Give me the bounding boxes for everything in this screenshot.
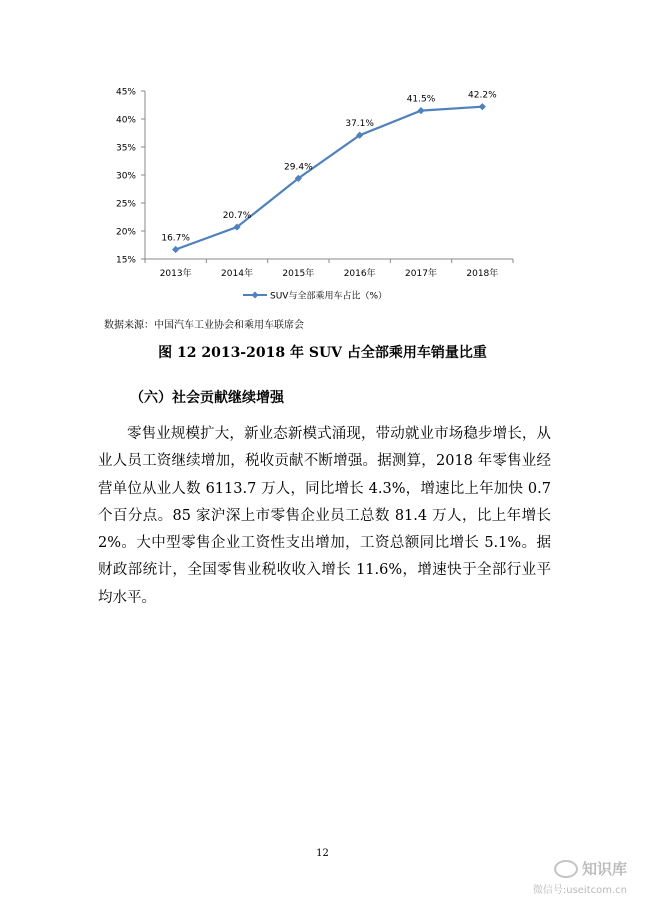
data-point <box>479 103 486 110</box>
x-tick-label: 2015年 <box>282 269 315 279</box>
line-chart <box>0 0 645 310</box>
legend-swatch-marker <box>252 292 259 299</box>
x-tick-label: 2018年 <box>466 269 499 279</box>
watermark <box>533 858 627 896</box>
data-label: 42.2% <box>468 90 497 101</box>
wechat-logo-icon <box>554 860 578 878</box>
body-paragraph: 零售业规模扩大，新业态新模式涌现，带动就业市场稳步增长，从业人员工资继续增加，税收贡献不断增强。据测算，2018 年零售业经营单位从业人数 6113.7 万人，同比增长 4.3%，增速比上年加快 0.7 个百分点。85 家沪深上市零售企业员工总数 81.4 万人，比上年增长 2%。大中型零售企业工资性支出增加，工资总额同比增长 5.1%。据财政部统计，全国零售业税收收入增长 11.6%，增速快于全部行业平均水平。 <box>98 426 551 606</box>
legend-label: SUV与全部乘用车占比（%） <box>270 291 388 302</box>
series-line <box>176 107 483 250</box>
data-label: 29.4% <box>284 162 313 173</box>
data-label: 37.1% <box>345 119 374 130</box>
page-number: 12 <box>316 848 329 859</box>
data-point <box>417 107 424 114</box>
chart-series <box>161 91 497 253</box>
x-tick-label: 2016年 <box>343 269 376 279</box>
data-label: 41.5% <box>406 94 436 105</box>
section-heading: （六）社会贡献继续增强 <box>130 390 284 406</box>
source-note: 数据来源：中国汽车工业协会和乘用车联席会 <box>104 320 304 331</box>
x-axis <box>145 259 513 279</box>
figure-caption: 图 12 2013-2018 年 SUV 占全部乘用车销量比重 <box>158 345 487 361</box>
y-tick-label: 45% <box>115 87 136 98</box>
y-tick-label: 35% <box>115 143 136 154</box>
data-label: 16.7% <box>161 233 190 244</box>
y-tick-label: 40% <box>115 115 136 126</box>
x-tick-label: 2014年 <box>221 269 253 279</box>
data-point <box>172 246 179 253</box>
y-tick-label: 15% <box>115 255 136 266</box>
y-tick-label: 25% <box>115 199 136 210</box>
y-axis <box>116 88 145 266</box>
x-tick-label: 2013年 <box>159 269 192 279</box>
x-tick-label: 2017年 <box>405 269 437 279</box>
y-tick-label: 20% <box>115 227 136 238</box>
data-label: 20.7% <box>222 211 252 222</box>
chart-legend <box>243 290 387 302</box>
watermark-sub: 微信号:useitcom.cn <box>532 885 627 896</box>
watermark-brand: 知识库 <box>581 860 627 878</box>
y-tick-label: 30% <box>115 171 136 182</box>
